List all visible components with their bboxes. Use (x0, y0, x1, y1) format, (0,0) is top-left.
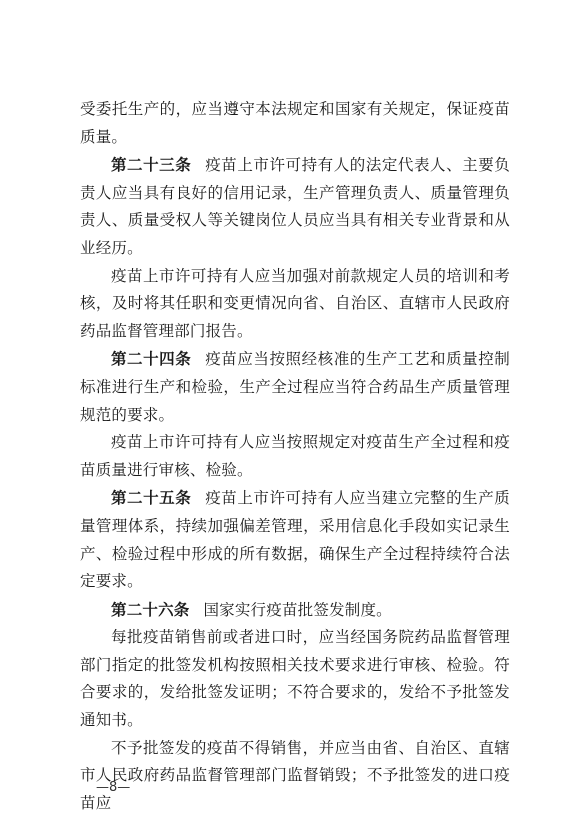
paragraph (80, 263, 510, 346)
article-number: 第二十六条 (111, 599, 190, 619)
paragraph (80, 429, 510, 484)
article-26 (80, 596, 510, 625)
document-body (80, 96, 510, 817)
article-number: 第二十三条 (111, 155, 192, 175)
paragraph (80, 735, 510, 818)
article-24 (80, 345, 510, 429)
page-number: —8— (96, 780, 131, 795)
article-text: 疫苗上市许可持有人应当建立完整的生产质量管理体系，持续加强偏差管理，采用信息化手段如实记录生产、检验过程中形成的所有数据，确保生产全过程持续符合法定要求。 (80, 489, 510, 591)
article-text: 疫苗应当按照经核准的生产工艺和质量控制标准进行生产和检验，生产全过程应当符合药品生产质量管理规范的要求。 (80, 350, 510, 424)
paragraph-text: 不予批签发的疫苗不得销售，并应当由省、自治区、直辖市人民政府药品监督管理部门监督销毁；不予批签发的进口疫苗应 (80, 738, 510, 812)
article-23 (80, 151, 510, 262)
article-number: 第二十五条 (111, 488, 192, 508)
paragraph (80, 624, 510, 734)
paragraph-continuation (80, 96, 510, 151)
paragraph-text: 疫苗上市许可持有人应当加强对前款规定人员的培训和考核，及时将其任职和变更情况向省、自治区、直辖市人民政府药品监督管理部门报告。 (80, 266, 510, 340)
paragraph-text: 每批疫苗销售前或者进口时，应当经国务院药品监督管理部门指定的批签发机构按照相关技术要求进行审核、检验。符合要求的，发给批签发证明；不符合要求的，发给不予批签发通知书。 (80, 628, 510, 730)
article-number: 第二十四条 (111, 349, 192, 369)
article-text: 疫苗上市许可持有人的法定代表人、主要负责人应当具有良好的信用记录，生产管理负责人、质量管理负责人、质量受权人等关键岗位人员应当具有相关专业背景和从业经历。 (80, 156, 510, 257)
article-text: 国家实行疫苗批签发制度。 (203, 600, 392, 619)
paragraph-text: 疫苗上市许可持有人应当按照规定对疫苗生产全过程和疫苗质量进行审核、检验。 (80, 433, 510, 479)
paragraph-text: 受委托生产的，应当遵守本法规定和国家有关规定，保证疫苗质量。 (80, 100, 510, 146)
article-25 (80, 484, 510, 595)
